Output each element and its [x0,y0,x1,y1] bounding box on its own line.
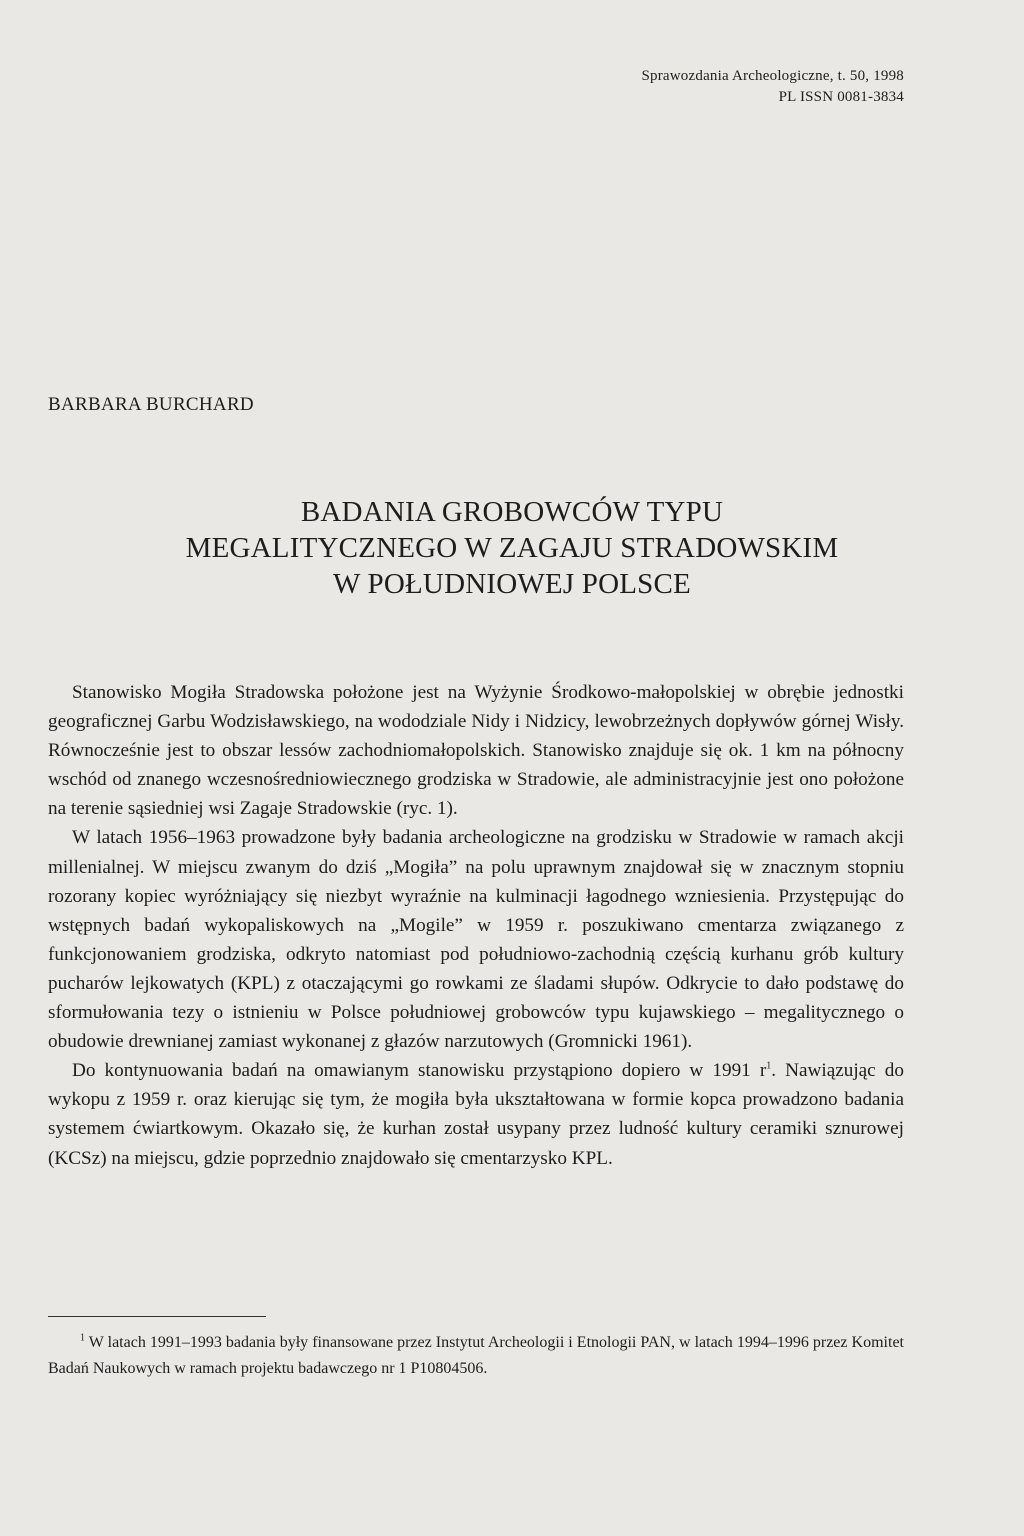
footnote-1 [48,1330,904,1382]
title-line-2: MEGALITYCZNEGO W ZAGAJU STRADOWSKIM [185,532,839,564]
article-body [48,678,904,1173]
article-title [0,494,1024,602]
author-name: BARBARA BURCHARD [48,394,254,415]
paragraph-1: Stanowisko Mogiła Stradowska położone jest na Wyżynie Środkowo-małopolskiej w obrębie jednostki geograficznej Garbu Wodzisławskiego, na wododziale Nidy i Nidzicy, lewobrzeżnych dopływów górnej Wisły. Równocześnie jest to obszar lessów zachodniomałopolskich. Stanowisko znajduje się ok. 1 km na północny wschód od znanego wczesnośredniowiecznego grodziska w Stradowie, ale administracyjnie jest ono położone na terenie sąsiedniej wsi Zagaje Stradowskie (ryc. 1). [48,682,904,820]
footnote-text: W latach 1991–1993 badania były finansowane przez Instytut Archeologii i Etnologii PAN, w latach 1994–1996 przez Komitet Badań Naukowych w ramach projektu badawczego nr 1 P10804506. [48,1334,904,1377]
paragraph-3-text-a: Do kontynuowania badań na omawianym stanowisku przystąpiono dopiero w 1991 r [72,1060,767,1082]
paragraph-3 [48,1056,904,1172]
journal-header [641,66,904,108]
journal-citation: Sprawozdania Archeologiczne, t. 50, 1998 [641,68,904,84]
footnote-divider [48,1316,266,1317]
footnote-reference: 1 [766,1060,772,1072]
footnote-marker: 1 [80,1332,85,1344]
title-line-1: BADANIA GROBOWCÓW TYPU [300,496,724,528]
paragraph-3-text-b: . Nawiązując do wykopu z 1959 r. oraz kierując się tym, że mogiła była ukształtowana w formie kopca prowadzono badania systemem ćwiartkowym. Okazało się, że kurhan został usypany przez ludność kultury ceramiki sznurowej (KCSz) na miejscu, gdzie poprzednio znajdowało się cmentarzysko KPL. [48,1060,904,1169]
title-line-3: W POŁUDNIOWEJ POLSCE [333,568,691,600]
paragraph-2: W latach 1956–1963 prowadzone były badania archeologiczne na grodzisku w Stradowie w ramach akcji millenialnej. W miejscu zwanym do dziś „Mogiła” na polu uprawnym znajdował się w znacznym stopniu rozorany kopiec wyróżniający się niezbyt wyraźnie na kulminacji łagodnego wzniesienia. Przystępując do wstępnych badań wykopaliskowych na „Mogile” w 1959 r. poszukiwano cmentarza związanego z funkcjonowaniem grodziska, odkryto natomiast pod południowo-zachodnią częścią kurhanu grób kultury pucharów lejkowatych (KPL) z otaczającymi go rowkami ze śladami słupów. Odkrycie to dało podstawę do sformułowania tezy o istnieniu w Polsce południowej grobowców typu kujawskiego – megalitycznego o obudowie drewnianej zamiast wykonanej z głazów narzutowych (Gromnicki 1961). [48,827,904,1053]
journal-issn: PL ISSN 0081-3834 [778,89,904,105]
footnotes [48,1330,904,1382]
